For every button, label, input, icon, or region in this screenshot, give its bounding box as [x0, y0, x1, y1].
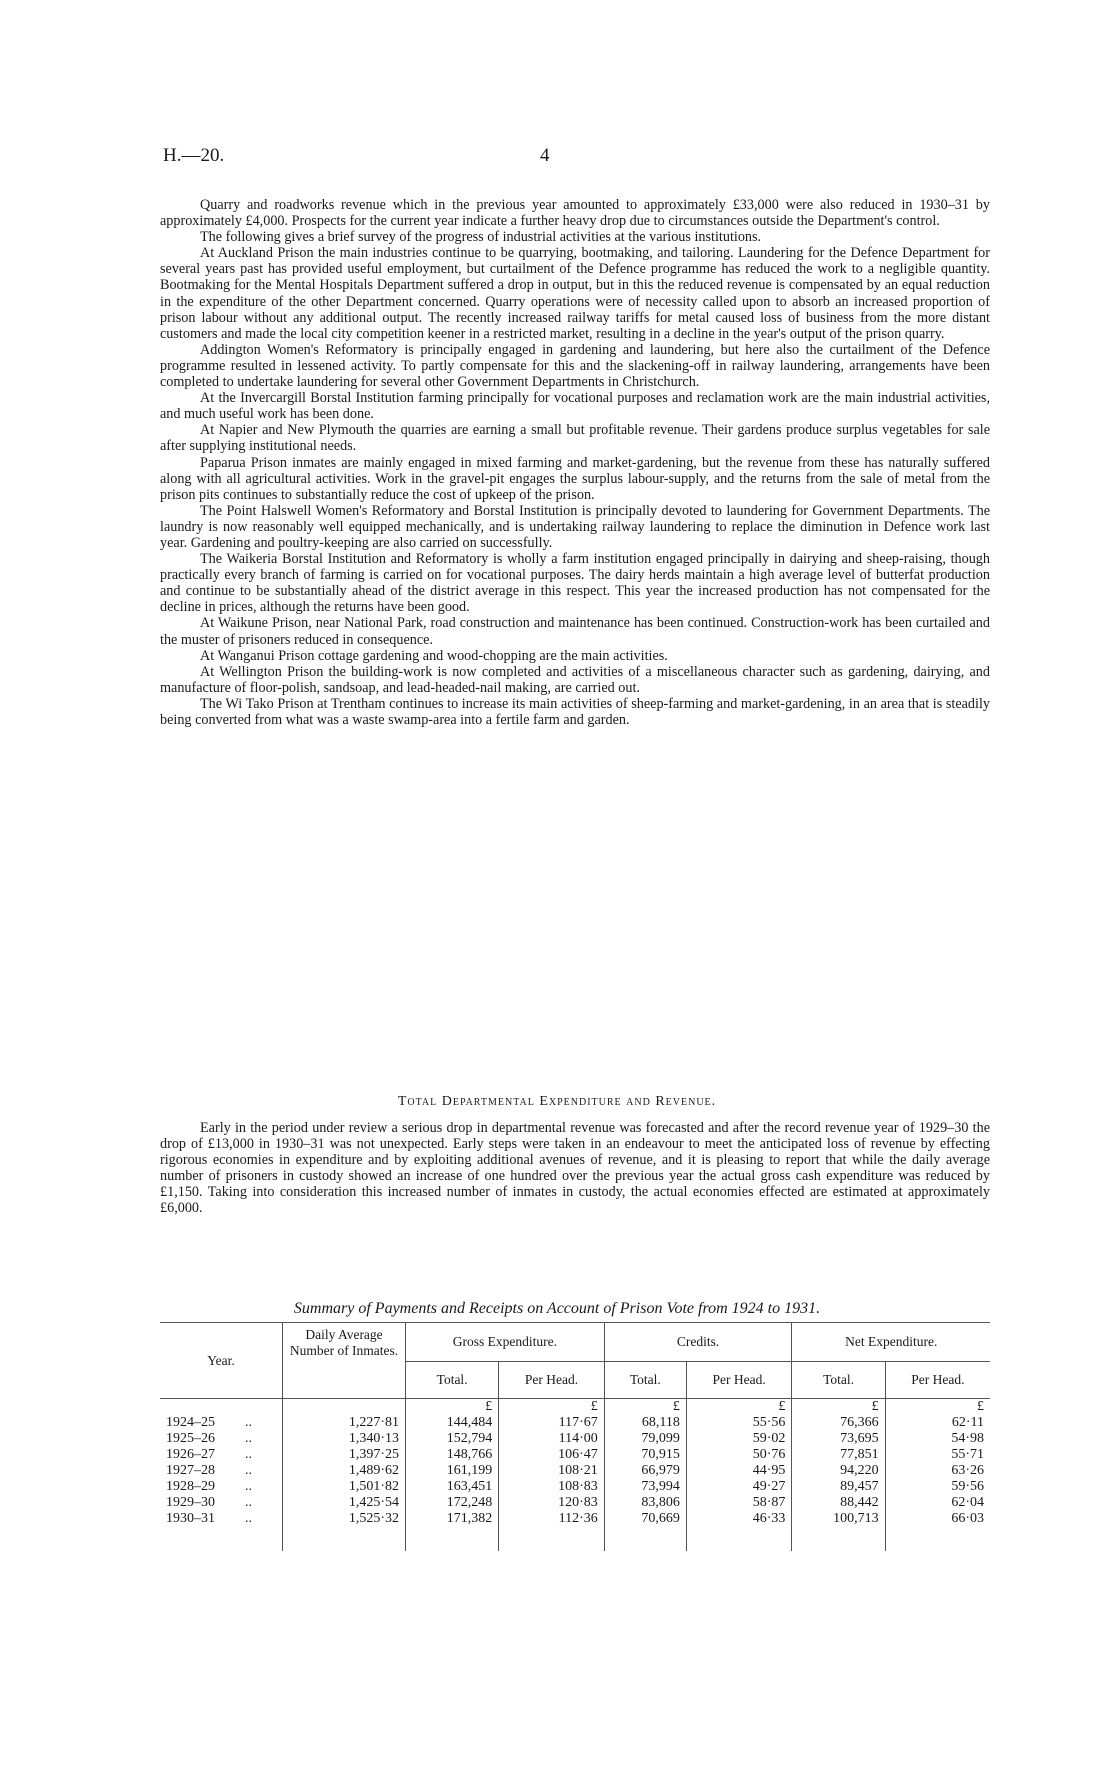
- paragraph: Quarry and roadworks revenue which in the previous year amounted to approximately £33,000 were also reduced in 1930–31 by approximately £4,000. Prospects for the current year indicate a further heavy drop due to circumstances outside the Department's control.: [160, 197, 990, 230]
- cell-credits-per-head: 46·33: [686, 1511, 792, 1527]
- paragraph: At Napier and New Plymouth the quarries are earning a small but profitable revenue. Their gardens produce surplus vegetables for sale after supplying institutional needs.: [160, 422, 990, 455]
- summary-table: [160, 1322, 990, 1551]
- cell-gross-total: 161,199: [406, 1463, 499, 1479]
- cell-gross-total: 171,382: [406, 1511, 499, 1527]
- header-gross-expenditure: Gross Expenditure.: [406, 1323, 605, 1362]
- paragraph: The Point Halswell Women's Reformatory and Borstal Institution is principally devoted to laundering for Government Departments. The laundry is now reasonably well equipped mechanically, and is undertaking railway laundering to replace the diminution in Defence work last year. Gardening and poultry-keeping are also carried on successfully.: [160, 502, 990, 551]
- cell-net-per-head: 59·56: [885, 1479, 990, 1495]
- cell-net-total: 88,442: [792, 1495, 885, 1511]
- spacer-cell: [686, 1527, 792, 1551]
- cell-gross-per-head: 117·67: [499, 1415, 605, 1431]
- cell-net-per-head: 54·98: [885, 1431, 990, 1447]
- paragraph: The Wi Tako Prison at Trentham continues to increase its main activities of sheep-farming and market-gardening, in an area that is steadily being converted from what was a waste swamp-area into a fertile farm and garden.: [160, 695, 990, 728]
- spacer-cell: [604, 1527, 686, 1551]
- cell-credits-per-head: 55·56: [686, 1415, 792, 1431]
- cell-gross-total: 172,248: [406, 1495, 499, 1511]
- paragraph: At Waikune Prison, near National Park, road construction and maintenance has been continued. Construction-work has been curtailed and the muster of prisoners reduced in consequence.: [160, 615, 990, 648]
- cell-net-per-head: 62·11: [885, 1415, 990, 1431]
- cell-avg-inmates: 1,489·62: [283, 1463, 406, 1479]
- cell-net-total: 73,695: [792, 1431, 885, 1447]
- cell-gross-per-head: 112·36: [499, 1511, 605, 1527]
- leader-dots: ..: [245, 1431, 252, 1446]
- page-number: 4: [540, 145, 550, 166]
- leader-dots: ..: [245, 1415, 252, 1430]
- cell-year: [160, 1511, 283, 1527]
- paragraph: The Waikeria Borstal Institution and Reformatory is wholly a farm institution engaged principally in dairying and sheep-raising, though practically every branch of farming is carried on for vocational purposes. The dairy herds maintain a high average level of butterfat production and continue to be substantially ahead of the district average in this respect. This year the increased production has not compensated for the decline in prices, although the returns have been good.: [160, 551, 990, 616]
- cell-year: [160, 1415, 283, 1431]
- cell-net-total: 94,220: [792, 1463, 885, 1479]
- paragraph: Paparua Prison inmates are mainly engaged in mixed farming and market-gardening, but the revenue from these has naturally suffered along with all agricultural activities. Work in the gravel-pit engages the surplus labour-supply, and the returns from the sale of metal from the prison pits continues to substantially reduce the cost of upkeep of the prison.: [160, 454, 990, 503]
- cell-credits-per-head: 50·76: [686, 1447, 792, 1463]
- table-spacer-row: [160, 1527, 990, 1551]
- paragraph: Early in the period under review a serious drop in departmental revenue was forecasted and after the record revenue year of 1929–30 the drop of £13,000 in 1930–31 was not unexpected. Early steps were taken in an endeavour to meet the anticipated loss of revenue by effecting rigorous economies in expenditure and by exploiting additional avenues of revenue, and it is pleasing to report that while the daily average number of prisoners in custody showed an increase of one hundred over the previous year the actual gross cash expenditure was reduced by £1,150. Taking into consideration this increased number of inmates in custody, the actual economies effected are estimated at approximately £6,000.: [160, 1120, 990, 1217]
- header-net-expenditure: Net Expenditure.: [792, 1323, 990, 1362]
- section-body: [160, 1120, 990, 1217]
- table-row: [160, 1447, 990, 1463]
- cell-credits-total: 73,994: [604, 1479, 686, 1495]
- leader-dots: ..: [245, 1463, 252, 1478]
- cell-credits-per-head: 44·95: [686, 1463, 792, 1479]
- cell-year: [160, 1495, 283, 1511]
- section-title: Total Departmental Expenditure and Revenue.: [397, 1094, 717, 1109]
- table-row: [160, 1479, 990, 1495]
- cell-gross-total: 152,794: [406, 1431, 499, 1447]
- header-net-total: Total.: [792, 1362, 885, 1399]
- cell-gross-total: 144,484: [406, 1415, 499, 1431]
- cell-credits-total: 66,979: [604, 1463, 686, 1479]
- unit-symbol: £: [604, 1399, 686, 1416]
- cell-net-total: 100,713: [792, 1511, 885, 1527]
- cell-gross-per-head: 114·00: [499, 1431, 605, 1447]
- cell-avg-inmates: 1,397·25: [283, 1447, 406, 1463]
- cell-credits-total: 68,118: [604, 1415, 686, 1431]
- spacer-cell: [885, 1527, 990, 1551]
- year-label: 1924–25: [166, 1415, 215, 1430]
- document-code: H.—20.: [163, 145, 225, 166]
- cell-credits-per-head: 59·02: [686, 1431, 792, 1447]
- paragraph: The following gives a brief survey of the progress of industrial activities at the various institutions.: [200, 229, 762, 246]
- table-title: Summary of Payments and Receipts on Account of Prison Vote from 1924 to 1931.: [293, 1300, 821, 1317]
- table-row: [160, 1511, 990, 1527]
- leader-dots: ..: [245, 1479, 252, 1494]
- cell-year: [160, 1431, 283, 1447]
- unit-symbol: £: [406, 1399, 499, 1416]
- unit-symbol: £: [792, 1399, 885, 1416]
- paragraph: At Auckland Prison the main industries continue to be quarrying, bootmaking, and tailoring. Laundering for the Defence Department for several years past has provided useful employment, but curtailment of the Defence programme has reduced the work to a negligible quantity. Bootmaking for the Mental Hospitals Department suffered a drop in output, but in this the reduced revenue is compensated by an equal reduction in the expenditure of the other Department concerned. Quarry operations were of necessity called upon to absorb an increased proportion of prison labour without any additional output. The recently increased railway tariffs for metal caused loss of business from the more distant customers and made the local city competition keener in a restricted market, resulting in a decline in the year's output of the prison quarry.: [160, 245, 990, 342]
- cell-gross-per-head: 108·21: [499, 1463, 605, 1479]
- cell-gross-per-head: 120·83: [499, 1495, 605, 1511]
- year-label: 1930–31: [166, 1511, 215, 1526]
- cell-avg-inmates: 1,525·32: [283, 1511, 406, 1527]
- header-gross-per-head: Per Head.: [499, 1362, 605, 1399]
- header-gross-total: Total.: [406, 1362, 499, 1399]
- cell-year: [160, 1479, 283, 1495]
- header-year: Year.: [160, 1323, 283, 1399]
- cell-net-per-head: 62·04: [885, 1495, 990, 1511]
- spacer-cell: [499, 1527, 605, 1551]
- cell-gross-total: 163,451: [406, 1479, 499, 1495]
- cell-credits-per-head: 49·27: [686, 1479, 792, 1495]
- cell-gross-per-head: 108·83: [499, 1479, 605, 1495]
- spacer-cell: [160, 1527, 283, 1551]
- leader-dots: ..: [245, 1447, 252, 1462]
- cell-year: [160, 1447, 283, 1463]
- cell-avg-inmates: 1,340·13: [283, 1431, 406, 1447]
- year-label: 1929–30: [166, 1495, 215, 1510]
- table-row: [160, 1495, 990, 1511]
- spacer-cell: [792, 1527, 885, 1551]
- body-text: [160, 197, 990, 728]
- header-net-per-head: Per Head.: [885, 1362, 990, 1399]
- year-label: 1927–28: [166, 1463, 215, 1478]
- paragraph: At Wellington Prison the building-work is now completed and activities of a miscellaneous character such as gardening, dairying, and manufacture of floor-polish, sandsoap, and lead-headed-nail making, are carried out.: [160, 663, 990, 696]
- header-credits-total: Total.: [604, 1362, 686, 1399]
- year-label: 1928–29: [166, 1479, 215, 1494]
- cell-credits-total: 70,669: [604, 1511, 686, 1527]
- table-row: [160, 1415, 990, 1431]
- cell-net-per-head: 66·03: [885, 1511, 990, 1527]
- paragraph: At the Invercargill Borstal Institution farming principally for vocational purposes and reclamation work are the main industrial activities, and much useful work has been done.: [160, 390, 990, 423]
- year-label: 1926–27: [166, 1447, 215, 1462]
- year-label: 1925–26: [166, 1431, 215, 1446]
- spacer-cell: [283, 1527, 406, 1551]
- cell-credits-per-head: 58·87: [686, 1495, 792, 1511]
- cell-net-total: 89,457: [792, 1479, 885, 1495]
- unit-symbol: £: [499, 1399, 605, 1416]
- table-row: [160, 1431, 990, 1447]
- cell-net-per-head: 63·26: [885, 1463, 990, 1479]
- leader-dots: ..: [245, 1511, 252, 1526]
- header-credits-per-head: Per Head.: [686, 1362, 792, 1399]
- cell-net-total: 76,366: [792, 1415, 885, 1431]
- spacer-cell: [406, 1527, 499, 1551]
- cell-avg-inmates: 1,227·81: [283, 1415, 406, 1431]
- unit-row: [160, 1399, 990, 1416]
- cell-gross-total: 148,766: [406, 1447, 499, 1463]
- cell-credits-total: 70,915: [604, 1447, 686, 1463]
- cell-gross-per-head: 106·47: [499, 1447, 605, 1463]
- header-credits: Credits.: [604, 1323, 792, 1362]
- header-avg-inmates: Daily Average Number of Inmates.: [283, 1323, 406, 1399]
- paragraph: Addington Women's Reformatory is principally engaged in gardening and laundering, but here also the curtailment of the Defence programme resulted in lessened activity. To partly compensate for this and the slackening-off in railway laundering, arrangements have been completed to undertake laundering for several other Government Departments in Christchurch.: [160, 341, 990, 391]
- paragraph: At Wanganui Prison cottage gardening and wood-chopping are the main activities.: [200, 647, 668, 664]
- cell-avg-inmates: 1,501·82: [283, 1479, 406, 1495]
- unit-symbol: £: [885, 1399, 990, 1416]
- unit-symbol: £: [686, 1399, 792, 1416]
- cell-year: [160, 1463, 283, 1479]
- table-row: [160, 1463, 990, 1479]
- cell-net-total: 77,851: [792, 1447, 885, 1463]
- leader-dots: ..: [245, 1495, 252, 1510]
- cell-credits-total: 79,099: [604, 1431, 686, 1447]
- cell-avg-inmates: 1,425·54: [283, 1495, 406, 1511]
- cell-net-per-head: 55·71: [885, 1447, 990, 1463]
- cell-credits-total: 83,806: [604, 1495, 686, 1511]
